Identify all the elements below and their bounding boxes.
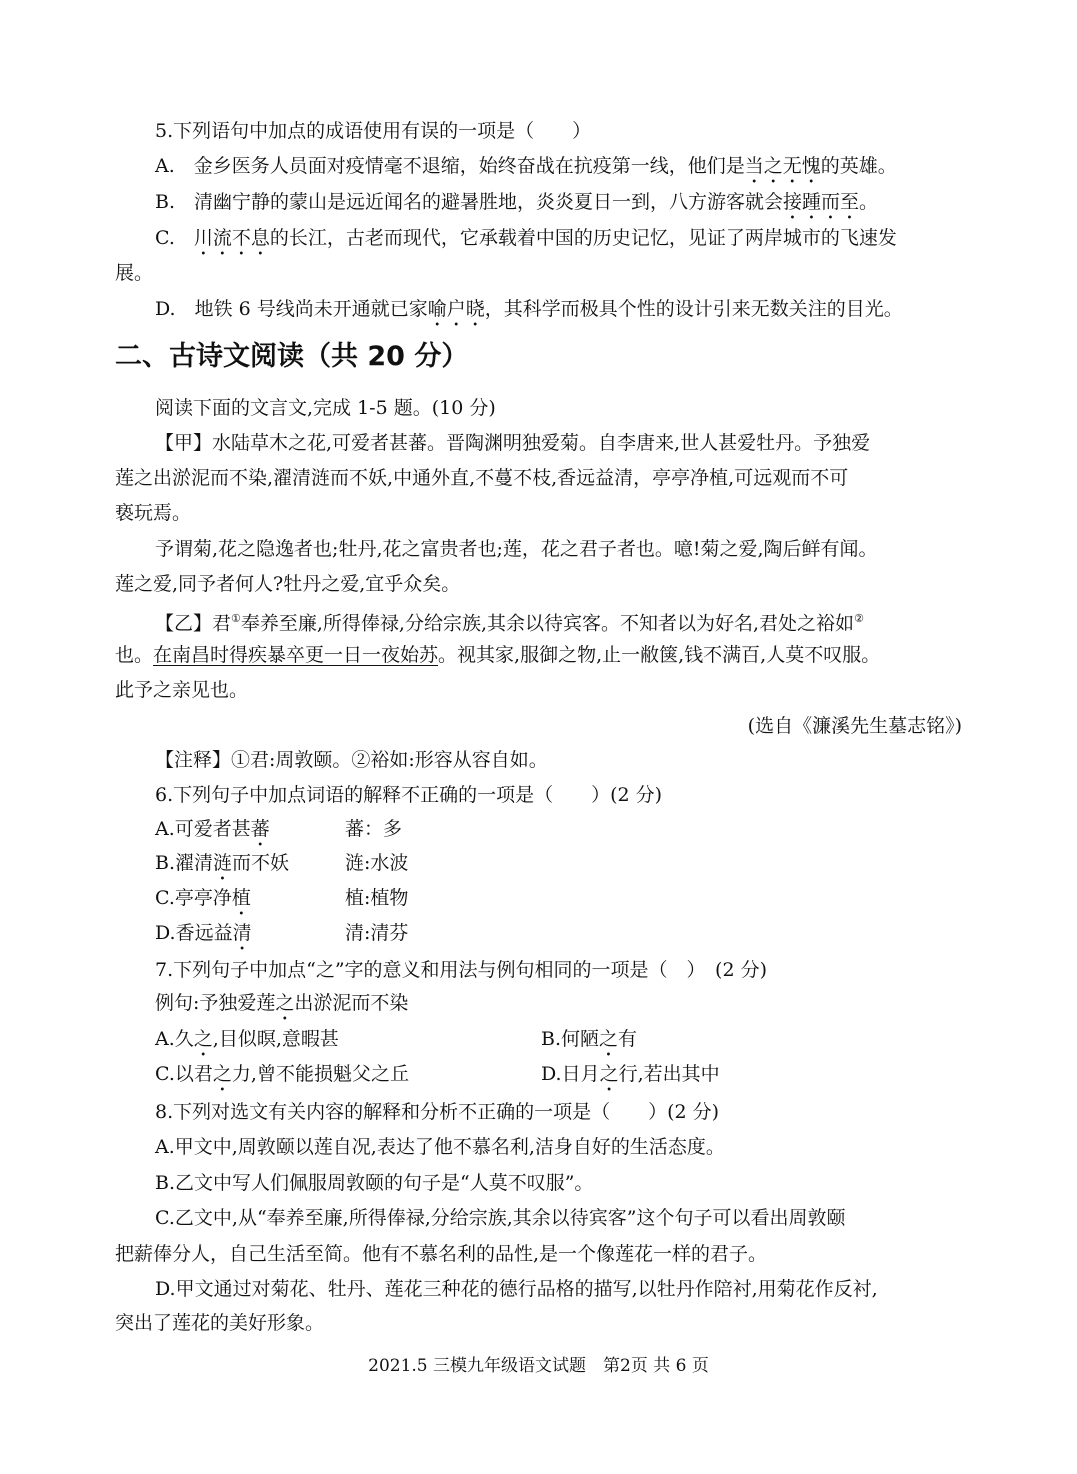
passage-yi-line: 此予之亲见也。 xyxy=(115,679,249,701)
q7-example: 例句:予独爱莲之出淤泥而不染 xyxy=(155,992,409,1014)
q6-option-d: D.香远益清 xyxy=(155,922,252,944)
q7-option-a: A.久之,目似暝,意暇甚 xyxy=(155,1028,339,1050)
section-heading: 二、古诗文阅读（共 20 分） xyxy=(115,341,469,372)
q7-option-d: D.日月之行,若出其中 xyxy=(541,1063,720,1085)
emphasized-idiom: 当之无愧 xyxy=(744,155,821,177)
annotation-notes: 【注释】①君:周敦颐。②裕如:形容从容自如。 xyxy=(155,749,548,771)
footnote-marker: ① xyxy=(231,612,241,625)
q8-option-b: B.乙文中写人们佩服周敦颐的句子是“人莫不叹服”。 xyxy=(155,1172,594,1194)
q7-option-c: C.以君之力,曾不能损魁父之丘 xyxy=(155,1063,409,1085)
q8-option-c: C.乙文中,从“奉养至廉,所得俸禄,分给宗族,其余以待宾客”这个句子可以看出周敦颐 xyxy=(155,1207,846,1229)
emphasized-idiom: 川流不息 xyxy=(193,227,270,249)
q5-option-c-cont: 展。 xyxy=(115,262,154,284)
passage-jia-line: 莲之出淤泥而不染,濯清涟而不妖,中通外直,不蔓不枝,香远益清，亭亭净植,可远观而不可 xyxy=(115,467,849,489)
q5-option-c: C. 川流不息的长江，古老而现代，它承载着中国的历史记忆，见证了两岸城市的飞速发 xyxy=(155,227,897,249)
q5-option-a: A. 金乡医务人员面对疫情毫不退缩，始终奋战在抗疫第一线，他们是当之无愧的英雄。 xyxy=(155,155,897,177)
q8-option-d: D.甲文通过对菊花、牡丹、莲花三种花的德行品格的描写,以牡丹作陪衬,用菊花作反衬, xyxy=(155,1278,878,1300)
q8-option-d-cont: 突出了莲花的美好形象。 xyxy=(115,1312,325,1334)
q8-option-c-cont: 把薪俸分人，自己生活至简。他有不慕名利的品性,是一个像莲花一样的君子。 xyxy=(115,1243,768,1265)
q6-gloss-a: 蕃：多 xyxy=(345,818,403,840)
q6-gloss-d: 清:清芬 xyxy=(345,922,409,944)
q8-stem: 8.下列对选文有关内容的解释和分析不正确的一项是（ ）(2 分) xyxy=(155,1101,720,1123)
reading-instruction: 阅读下面的文言文,完成 1-5 题。(10 分) xyxy=(155,397,496,419)
emphasized-idiom: 接踵而至 xyxy=(783,191,860,213)
q5-option-d: D. 地铁 6 号线尚未开通就已家喻户晓，其科学而极具个性的设计引来无数关注的目光。 xyxy=(155,298,903,320)
q6-gloss-c: 植:植物 xyxy=(345,887,409,909)
q6-stem: 6.下列句子中加点词语的解释不正确的一项是（ ）(2 分) xyxy=(155,784,663,806)
q8-option-a: A.甲文中,周敦颐以莲自况,表达了他不慕名利,洁身自好的生活态度。 xyxy=(155,1136,725,1158)
q5-stem: 5.下列语句中加点的成语使用有误的一项是（ ） xyxy=(155,120,592,142)
passage-jia-line: 莲之爱,同予者何人?牡丹之爱,宜乎众矣。 xyxy=(115,573,461,595)
passage-yi-line: 也。在南昌时得疾暴卒更一日一夜始苏。视其家,服御之物,止一敝箧,钱不满百,人莫不叹服。 xyxy=(115,644,881,666)
footnote-marker: ② xyxy=(854,612,864,625)
passage-yi-line: 【乙】君①奉养至廉,所得俸禄,分给宗族,其余以待宾客。不知者以为好名,君处之裕如② xyxy=(155,612,864,635)
q6-option-a: A.可爱者甚蕃 xyxy=(155,818,270,840)
passage-jia-line: 予谓菊,花之隐逸者也;牡丹,花之富贵者也;莲，花之君子者也。噫!菊之爱,陶后鲜有闻。 xyxy=(155,538,878,560)
q5-option-b: B. 清幽宁静的蒙山是远近闻名的避暑胜地，炎炎夏日一到，八方游客就会接踵而至。 xyxy=(155,191,879,213)
passage-jia-line: 【甲】水陆草木之花,可爱者甚蕃。晋陶渊明独爱菊。自李唐来,世人甚爱牡丹。予独爱 xyxy=(155,432,871,454)
page-footer: 2021.5 三模九年级语文试题 第2页 共 6 页 xyxy=(368,1356,709,1376)
q7-option-b: B.何陋之有 xyxy=(541,1028,638,1050)
emphasized-idiom: 喻户晓 xyxy=(427,298,485,320)
q6-gloss-b: 涟:水波 xyxy=(345,852,409,874)
q6-option-c: C.亭亭净植 xyxy=(155,887,251,909)
q7-stem: 7.下列句子中加点“之”字的意义和用法与例句相同的一项是（ ） (2 分) xyxy=(155,959,768,981)
q6-option-b: B.濯清涟而不妖 xyxy=(155,852,290,874)
source-citation: (选自《濂溪先生墓志铭》) xyxy=(747,715,962,737)
underlined-sentence: 在南昌时得疾暴卒更一日一夜始苏 xyxy=(153,644,439,666)
passage-jia-line: 亵玩焉。 xyxy=(115,502,192,524)
